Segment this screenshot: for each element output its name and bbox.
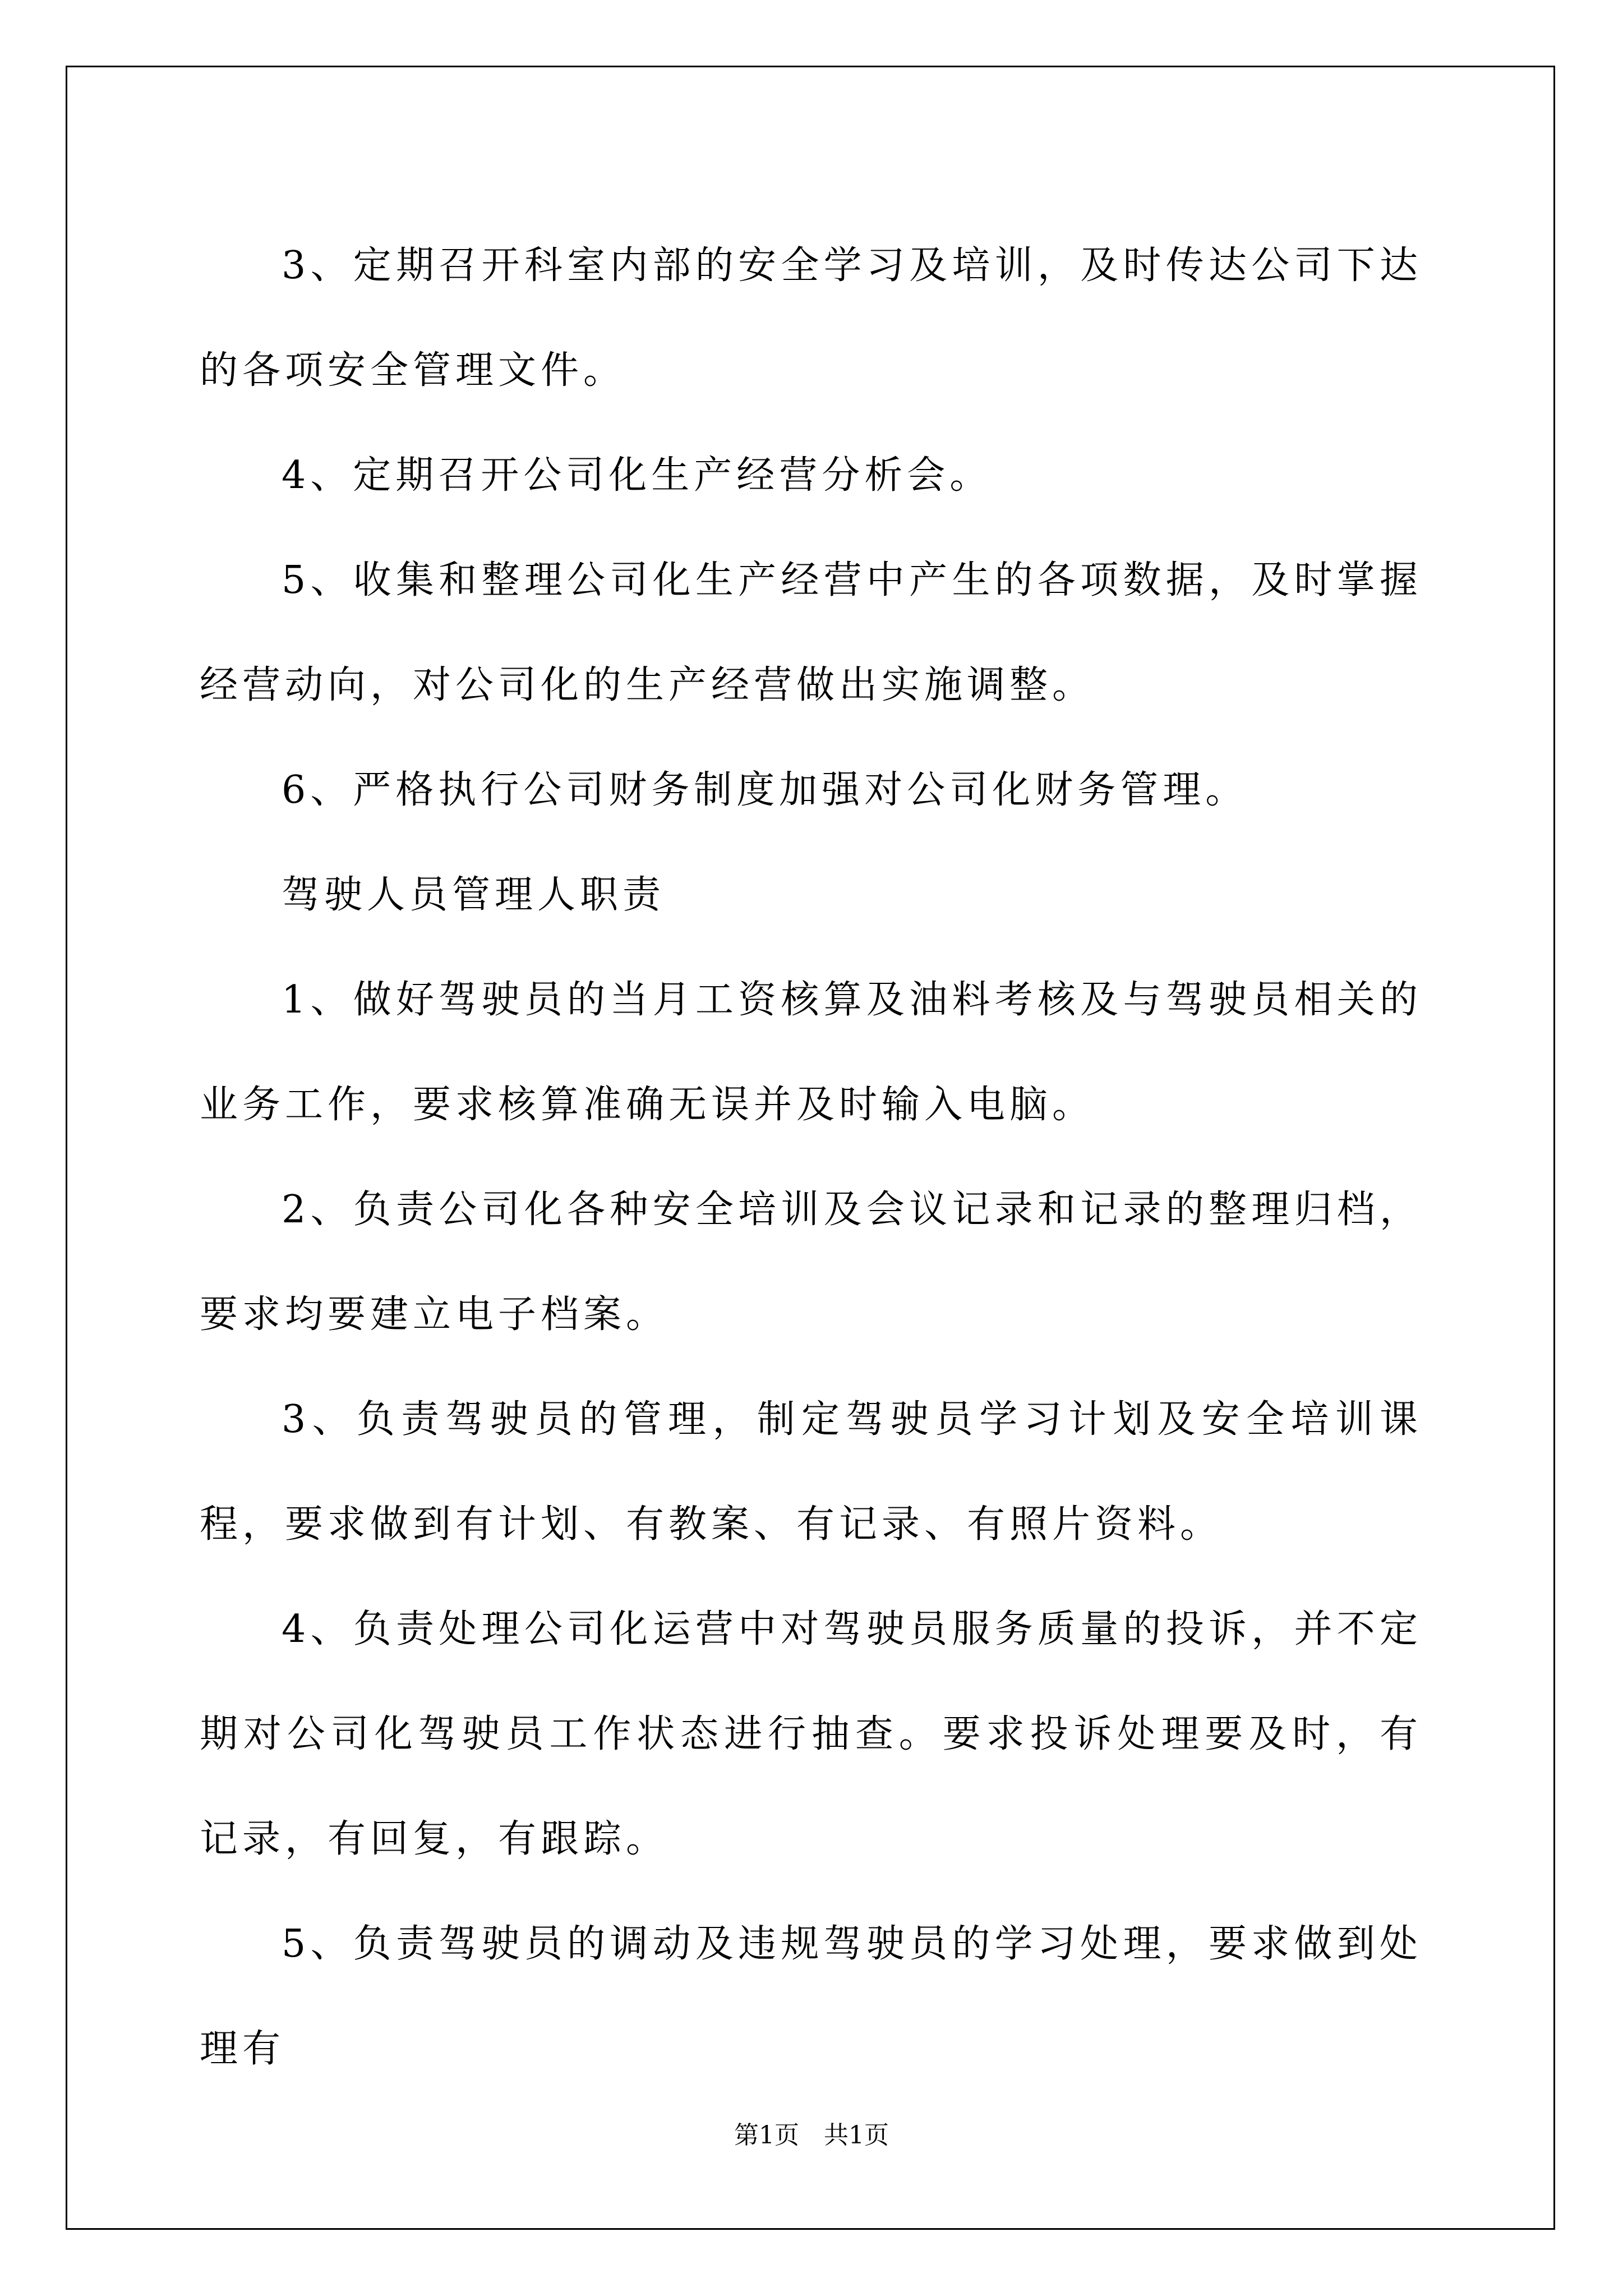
paragraph: 2、负责公司化各种安全培训及会议记录和记录的整理归档，要求均要建立电子档案。	[200, 1188, 1422, 1337]
paragraph: 1、做好驾驶员的当月工资核算及油料考核及与驾驶员相关的业务工作，要求核算准确无误并及时输入电脑。	[200, 978, 1422, 1127]
paragraph: 5、负责驾驶员的调动及违规驾驶员的学习处理，要求做到处理有	[200, 1922, 1422, 2071]
page-footer: 第1页 共1页	[734, 2121, 889, 2150]
paragraph: 3、定期召开科室内部的安全学习及培训，及时传达公司下达的各项安全管理文件。	[200, 243, 1422, 393]
section-heading: 驾驶人员管理人职责	[282, 873, 666, 917]
document-body	[200, 213, 1422, 2101]
paragraph: 4、负责处理公司化运营中对驾驶员服务质量的投诉，并不定期对公司化驾驶员工作状态进行抽查。要求投诉处理要及时，有记录，有回复，有跟踪。	[200, 1607, 1422, 1861]
paragraph: 3、负责驾驶员的管理，制定驾驶员学习计划及安全培训课程，要求做到有计划、有教案、有记录、有照片资料。	[200, 1397, 1422, 1547]
paragraph: 6、严格执行公司财务制度加强对公司化财务管理。	[282, 768, 1248, 812]
paragraph: 5、收集和整理公司化生产经营中产生的各项数据，及时掌握经营动向，对公司化的生产经营做出实施调整。	[200, 558, 1422, 707]
paragraph: 4、定期召开公司化生产经营分析会。	[282, 453, 993, 498]
